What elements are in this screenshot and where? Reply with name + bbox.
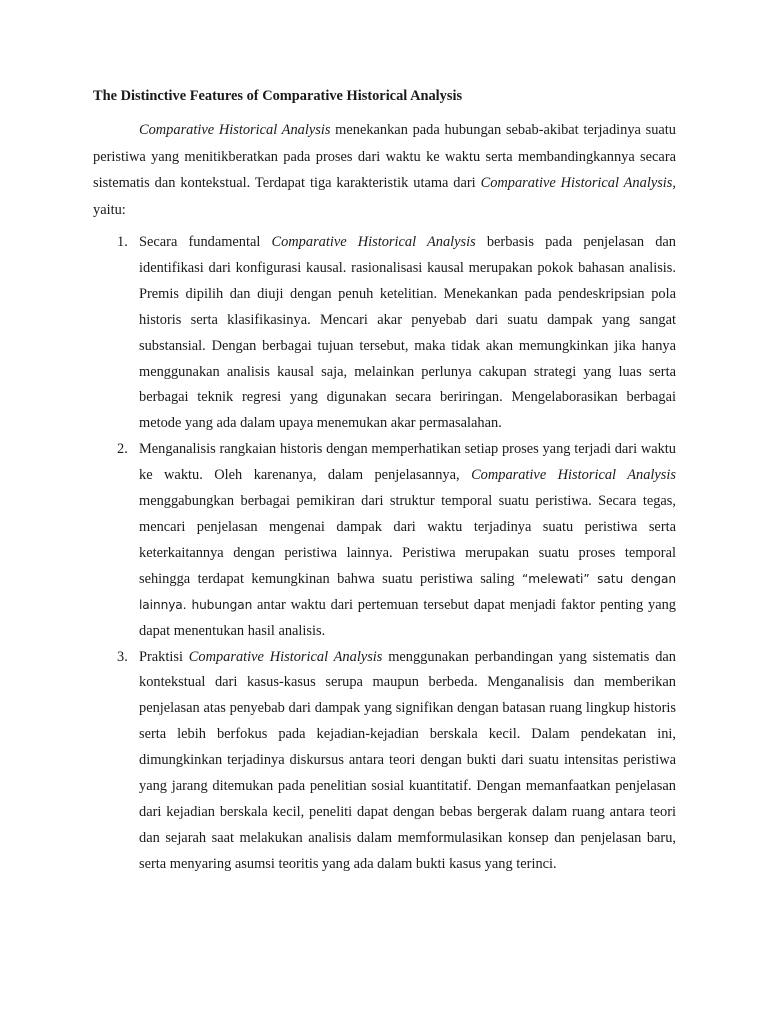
intro-text-2: yaitu: [93,201,126,218]
list-item-text: menggunakan perbandingan yang sistematis dan kontekstual dari kasus-kasus serupa maupun berbeda. Menganalisis dan memberikan penjelasan atas penyebab dari dampak yang signifikan dengan batasan ruang lingkup historis serta lebih berfokus pada kejadian-kejadian berskala kecil. Dalam pendekatan ini, dimungkinkan terjadinya diskursus antara teori dengan bukti dari suatu intensitas peristiwa yang jarang ditemukan pada penelitian sosial kuantitatif. Dengan memanfaatkan penjelasan dari kejadian berskala kecil, peneliti dapat dengan bebas bergerak dalam ruang antara teori dan sejarah saat melakukan analisis dalam memformulasikan konsep dan penjelasan baru, serta menyaring asumsi teoritis yang ada dalam bukti kasus yang terinci. [139,648,676,872]
list-item-number: 3. [117,648,128,665]
feature-list [93,230,676,878]
list-item-term: Comparative Historical Analysis [471,467,676,484]
list-item [93,645,676,878]
list-item [93,230,676,437]
list-item-text: Secara fundamental [139,234,272,250]
list-item-number: 2. [117,441,128,458]
list-item-text: menggabungkan berbagai pemikiran dari struktur temporal suatu peristiwa. Secara tegas, mencari penjelasan mengenai dampak dari waktu terjadinya suatu peristiwa serta keterkaitannya dengan peristiwa lainnya. Peristiwa merupakan suatu proses temporal sehingga terdapat kemungkinan bahwa suatu peristiwa saling [139,493,676,587]
list-item-text: Praktisi [139,648,189,665]
document-page [93,86,676,878]
list-item-text: berbasis pada penjelasan dan identifikasi dari konfigurasi kausal. rasionalisasi kausal merupakan pokok bahasan analisis. Premis dipilih dan diuji dengan penuh ketelitian. Menekankan pada pendeskripsian pola historis serta klasifikasinya. Mencari akar penyebab dari suatu dampak yang sangat substansial. Dengan berbagai tujuan tersebut, maka tidak akan memungkinkan jika hanya menggunakan analisis kausal saja, melainkan perlunya cakupan strategi yang luas serta berbagai teknik regresi yang digunakan secara beriringan. Mengelaborasikan berbagai metode yang ada dalam upaya menemukan akar permasalahan. [139,234,676,432]
intro-text-1: menekankan pada hubungan sebab-akibat terjadinya suatu peristiwa yang menitikberatkan pada proses dari waktu ke waktu serta membandingkannya secara sistematis dan kontekstual. Terdapat tiga karakteristik utama dari [93,122,676,191]
intro-term-2: Comparative Historical Analysis, [480,175,677,191]
list-item-text: Menganalisis rangkaian historis dengan memperhatikan setiap proses yang terjadi dari waktu ke waktu. Oleh karenanya, dalam penjelasannya, [139,441,676,484]
intro-term-1: Comparative Historical Analysis [139,122,331,138]
list-item-sans-text: “melewati” satu dengan lainnya. hubungan [139,571,676,612]
list-item-term: Comparative Historical Analysis [188,648,383,665]
list-item [93,437,676,644]
document-title: The Distinctive Features of Comparative Historical Analysis [93,88,463,104]
list-item-term: Comparative Historical Analysis [271,234,476,250]
intro-paragraph [93,117,676,223]
list-item-number: 1. [117,234,128,250]
list-item-text: antar waktu dari pertemuan tersebut dapat menjadi faktor penting yang dapat menentukan hasil analisis. [139,596,676,639]
